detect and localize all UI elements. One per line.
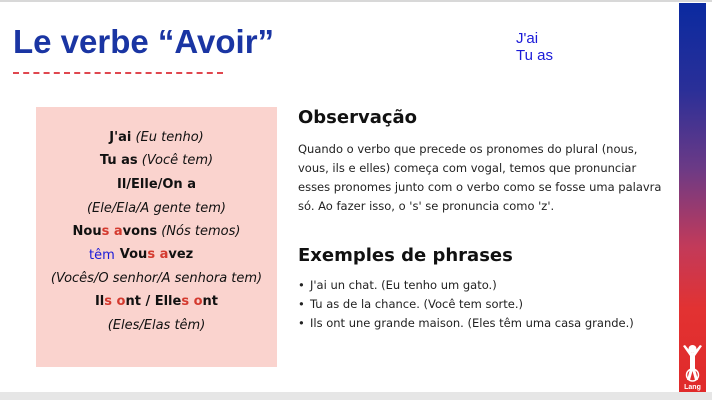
- examples-list: [298, 276, 634, 333]
- conjugation-line: [36, 200, 277, 218]
- observation-title: Observação: [298, 107, 418, 128]
- corner-note-1: J'ai: [516, 30, 539, 47]
- conjugation-text: Nou: [72, 224, 102, 239]
- corner-note-2: Tu as: [516, 47, 553, 64]
- conjugation-text: (Eu tenho): [131, 130, 204, 145]
- title-dashed-underline: [13, 72, 223, 74]
- conjugation-line: [36, 176, 277, 194]
- example-text: Tu as de la chance. (Você tem sorte.): [310, 297, 523, 311]
- observation-text: Quando o verbo que precede os pronomes do plural (nous, vous, ils e elles) começa com vogal, temos que pronunciar esses pronomes junto com o verbo como se fosse uma palavra só. Ao fazer isso, o 's' se pronuncia como 'z'.: [298, 142, 662, 213]
- slide-bottom-edge: [0, 392, 712, 400]
- conjugation-line: [36, 246, 277, 264]
- conjugation-text: J'ai: [109, 130, 132, 145]
- conjugation-line: [36, 293, 277, 311]
- example-item: [298, 314, 634, 333]
- conjugation-text: Il: [94, 294, 105, 309]
- conjugation-text: (Ele/Ela/A gente tem): [86, 201, 227, 216]
- person-raising-arms-icon: [679, 342, 706, 384]
- conjugation-text: Il/Elle/On a: [116, 177, 196, 192]
- slide-title: Le verbe “Avoir”: [13, 23, 275, 60]
- conjugation-text: Vou: [119, 247, 148, 262]
- conjugation-text: vons: [122, 224, 158, 239]
- bullet-icon: •: [298, 297, 305, 311]
- example-item: [298, 295, 634, 314]
- brand-logo: [679, 342, 706, 394]
- example-item: [298, 276, 634, 295]
- conjugation-box: [36, 107, 277, 367]
- slide-top-edge: [0, 0, 712, 2]
- conjugation-text: Tu as: [99, 153, 138, 168]
- conjugation-text: (Nós temos): [157, 224, 241, 239]
- corner-handwritten-notes: [516, 30, 553, 64]
- conjugation-line: [36, 270, 277, 288]
- conjugation-text: s a: [147, 247, 169, 262]
- conjugation-text: vez: [168, 247, 194, 262]
- conjugation-line: [36, 223, 277, 241]
- logo-text: Lang: [684, 384, 701, 391]
- example-text: Ils ont une grande maison. (Eles têm uma casa grande.): [310, 316, 634, 330]
- conjugation-text: s o: [181, 294, 203, 309]
- conjugation-text: nt: [202, 294, 219, 309]
- conjugation-text: nt / Elle: [125, 294, 182, 309]
- examples-title: Exemples de phrases: [298, 245, 513, 266]
- conjugation-text: (Eles/Elas têm): [107, 318, 206, 333]
- conjugation-text: s a: [101, 224, 123, 239]
- example-text: J'ai un chat. (Eu tenho um gato.): [310, 278, 497, 292]
- decorative-gradient-band: [679, 3, 706, 395]
- conjugation-line: [36, 152, 277, 170]
- conjugation-text: (Vocês/O senhor/A senhora tem): [50, 271, 263, 286]
- bullet-icon: •: [298, 316, 305, 330]
- conjugation-text: (Você tem): [137, 153, 214, 168]
- conjugation-line: [36, 317, 277, 335]
- conjugation-text: s o: [104, 294, 126, 309]
- conjugation-line: [36, 129, 277, 147]
- bullet-icon: •: [298, 278, 305, 292]
- handwritten-tem-note: têm: [89, 248, 115, 263]
